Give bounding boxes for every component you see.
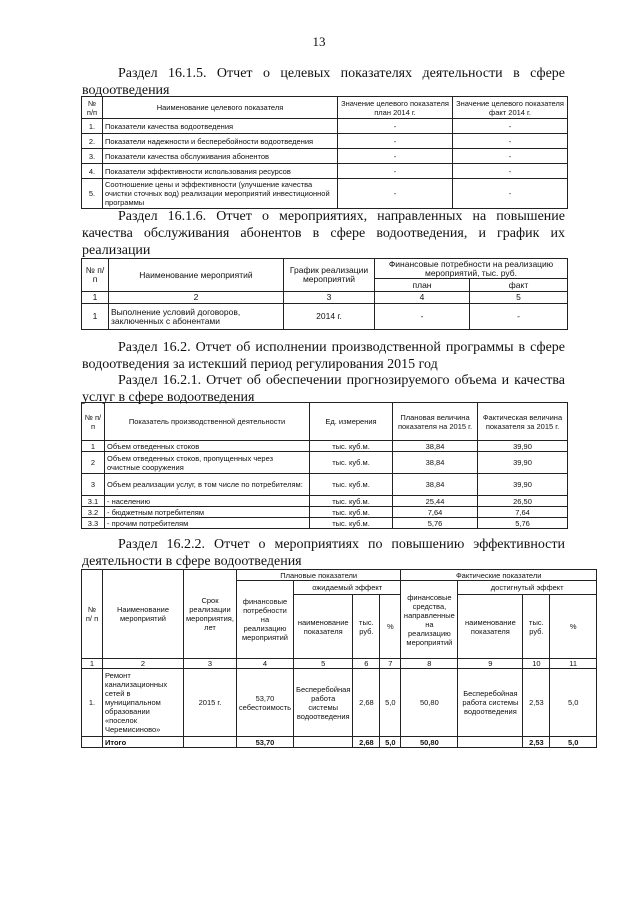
table-row (82, 179, 568, 209)
cell: 1 (82, 292, 109, 304)
section-16-1-6-heading: Раздел 16.1.6. Отчет о мероприятиях, направленных на повышение качества обслуживания абонентов в сфере водоотведения, и график их реализации (82, 209, 565, 258)
cell: Ремонт канализационных сетей в муниципальном образовании «поселок Черемисиново» (103, 669, 184, 737)
cell: 1 (82, 659, 103, 669)
cell: 5,76 (478, 518, 568, 529)
cell: 10 (523, 659, 550, 669)
col-schedule: График реализации мероприятий (284, 259, 375, 292)
cell: 2 (109, 292, 284, 304)
cell: - населению (105, 496, 310, 507)
col-num: № п/п (82, 97, 103, 119)
cell: Объем реализации услуг, в том числе по потребителям: (105, 474, 310, 496)
cell: 38,84 (393, 474, 478, 496)
cell: Показатели эффективности использования ресурсов (103, 164, 338, 179)
table-row (82, 304, 568, 330)
col-achieved-rub: тыс. руб. (523, 595, 550, 659)
cell: Выполнение условий договоров, заключенных с абонентами (109, 304, 284, 330)
cell: - (338, 134, 453, 149)
fact-indicators-group: Фактические показатели (401, 570, 597, 581)
cell: 1. (82, 669, 103, 737)
cell (458, 737, 523, 748)
plan-indicators-group: Плановые показатели (236, 570, 400, 581)
cell: 2 (82, 452, 105, 474)
cell: 11 (550, 659, 597, 669)
cell: тыс. куб.м. (310, 496, 393, 507)
cell: 5,0 (550, 737, 597, 748)
cell: - (470, 304, 568, 330)
cell: - (453, 134, 568, 149)
cell: 3.1 (82, 496, 105, 507)
col-fact: факт (470, 279, 568, 292)
cell: 7,64 (478, 507, 568, 518)
cell: 39,90 (478, 452, 568, 474)
col-financing: Финансовые потребности на реализацию мероприятий, тыс. руб. (375, 259, 568, 279)
cell: Итого (103, 737, 184, 748)
cell: тыс. куб.м. (310, 452, 393, 474)
col-measure: Наименование мероприятий (109, 259, 284, 292)
page-number: 13 (312, 34, 326, 49)
table-row (82, 441, 568, 452)
table-row (82, 518, 568, 529)
cell: 1 (82, 441, 105, 452)
col-fact-financing: финансовые средства, направленные на реализацию мероприятий (401, 581, 458, 659)
cell: 7,64 (393, 507, 478, 518)
cell: - (453, 179, 568, 209)
cell: 2015 г. (184, 669, 237, 737)
expected-effect-group: ожидаемый эффект (294, 581, 401, 595)
section-16-2-2-heading: Раздел 16.2.2. Отчет о мероприятиях по повышению эффективности деятельности в сфере водоотведения (82, 537, 565, 569)
cell: 2,53 (523, 737, 550, 748)
cell: 5,0 (550, 669, 597, 737)
cell: 3 (82, 474, 105, 496)
cell: 3 (284, 292, 375, 304)
cell: 25,44 (393, 496, 478, 507)
cell: тыс. куб.м. (310, 518, 393, 529)
cell: - (338, 179, 453, 209)
col-indicator: Наименование целевого показателя (103, 97, 338, 119)
cell: 50,80 (401, 669, 458, 737)
cell: 5,0 (380, 737, 401, 748)
cell: 53,70 себестоимость (236, 669, 293, 737)
table-row (82, 452, 568, 474)
cell: Показатели надежности и бесперебойности водоотведения (103, 134, 338, 149)
table-row (82, 149, 568, 164)
cell: 5 (294, 659, 353, 669)
cell: тыс. куб.м. (310, 441, 393, 452)
table-row (82, 669, 597, 737)
table-row (82, 119, 568, 134)
volume-quality-table (81, 402, 568, 529)
service-quality-measures-table (81, 258, 568, 330)
cell: 5 (470, 292, 568, 304)
cell: Объем отведенных стоков (105, 441, 310, 452)
cell: 5. (82, 179, 103, 209)
cell: Соотношение цены и эффективности (улучшение качества очистки сточных вод) реализации мероприятий инвестиционной программы (103, 179, 338, 209)
cell: 4 (236, 659, 293, 669)
cell: 4. (82, 164, 103, 179)
cell: 8 (401, 659, 458, 669)
cell (82, 737, 103, 748)
cell: - (453, 119, 568, 134)
cell: - (338, 164, 453, 179)
table-row (82, 164, 568, 179)
cell: 50,80 (401, 737, 458, 748)
cell: 5,0 (380, 669, 401, 737)
col-num: № п/ п (82, 570, 103, 659)
col-expected-rub: тыс. руб. (353, 595, 380, 659)
col-achieved-indicator: наименование показателя (458, 595, 523, 659)
cell: 2. (82, 134, 103, 149)
cell: Показатели качества обслуживания абонентов (103, 149, 338, 164)
cell: 2,68 (353, 737, 380, 748)
cell: 1. (82, 119, 103, 134)
cell: 2,68 (353, 669, 380, 737)
col-expected-indicator: наименование показателя (294, 595, 353, 659)
col-measure: Наименование мероприятий (103, 570, 184, 659)
cell: 7 (380, 659, 401, 669)
total-row (82, 737, 597, 748)
cell: тыс. куб.м. (310, 507, 393, 518)
cell: Объем отведенных стоков, пропущенных через очистные сооружения (105, 452, 310, 474)
section-16-2-heading: Раздел 16.2. Отчет об исполнении производственной программы в сфере водоотведения за истекший период регулирования 2015 год (82, 340, 565, 372)
cell: 39,90 (478, 474, 568, 496)
cell: - бюджетным потребителям (105, 507, 310, 518)
cell: тыс. куб.м. (310, 474, 393, 496)
col-num: № п/п (82, 259, 109, 292)
col-unit: Ед. измерения (310, 403, 393, 441)
cell: 26,50 (478, 496, 568, 507)
cell: 5,76 (393, 518, 478, 529)
cell: 4 (375, 292, 470, 304)
col-term: Срок реализации мероприятия, лет (184, 570, 237, 659)
cell: 53,70 (236, 737, 293, 748)
table-row (82, 507, 568, 518)
cell: - (453, 149, 568, 164)
cell: 6 (353, 659, 380, 669)
cell: 2 (103, 659, 184, 669)
cell: 2014 г. (284, 304, 375, 330)
cell: 9 (458, 659, 523, 669)
col-achieved-pct: % (550, 595, 597, 659)
cell (294, 737, 353, 748)
section-16-2-1-heading: Раздел 16.2.1. Отчет об обеспечении прогнозируемого объема и качества услуг в сфере водоотведения (82, 373, 565, 405)
cell: 3 (184, 659, 237, 669)
cell: 3.2 (82, 507, 105, 518)
cell: 38,84 (393, 441, 478, 452)
cell: Показатели качества водоотведения (103, 119, 338, 134)
cell: - (375, 304, 470, 330)
cell: 38,84 (393, 452, 478, 474)
cell: Бесперебойная работа системы водоотведения (458, 669, 523, 737)
cell: - (338, 149, 453, 164)
cell: 2,53 (523, 669, 550, 737)
table-row (82, 474, 568, 496)
cell: 3.3 (82, 518, 105, 529)
achieved-effect-group: достигнутый эффект (458, 581, 597, 595)
target-indicators-table (81, 96, 568, 209)
col-fact: Значение целевого показателя факт 2014 г. (453, 97, 568, 119)
col-expected-pct: % (380, 595, 401, 659)
cell: 1 (82, 304, 109, 330)
cell: Бесперебойная работа системы водоотведения (294, 669, 353, 737)
col-num: № п/п (82, 403, 105, 441)
cell: - (453, 164, 568, 179)
col-plan: план (375, 279, 470, 292)
col-plan: Значение целевого показателя план 2014 г. (338, 97, 453, 119)
col-plan: Плановая величина показателя на 2015 г. (393, 403, 478, 441)
table-row (82, 496, 568, 507)
col-indicator: Показатель производственной деятельности (105, 403, 310, 441)
efficiency-measures-table (81, 569, 597, 748)
cell: 39,90 (478, 441, 568, 452)
table-row (82, 134, 568, 149)
cell: - прочим потребителям (105, 518, 310, 529)
cell (184, 737, 237, 748)
col-plan-financing: финансовые потребности на реализацию мероприятий (236, 581, 293, 659)
index-row (82, 292, 568, 304)
section-16-1-5-heading: Раздел 16.1.5. Отчет о целевых показателях деятельности в сфере водоотведения (82, 66, 565, 98)
cell: 3. (82, 149, 103, 164)
index-row (82, 659, 597, 669)
col-fact: Фактическая величина показателя за 2015 г. (478, 403, 568, 441)
cell: - (338, 119, 453, 134)
